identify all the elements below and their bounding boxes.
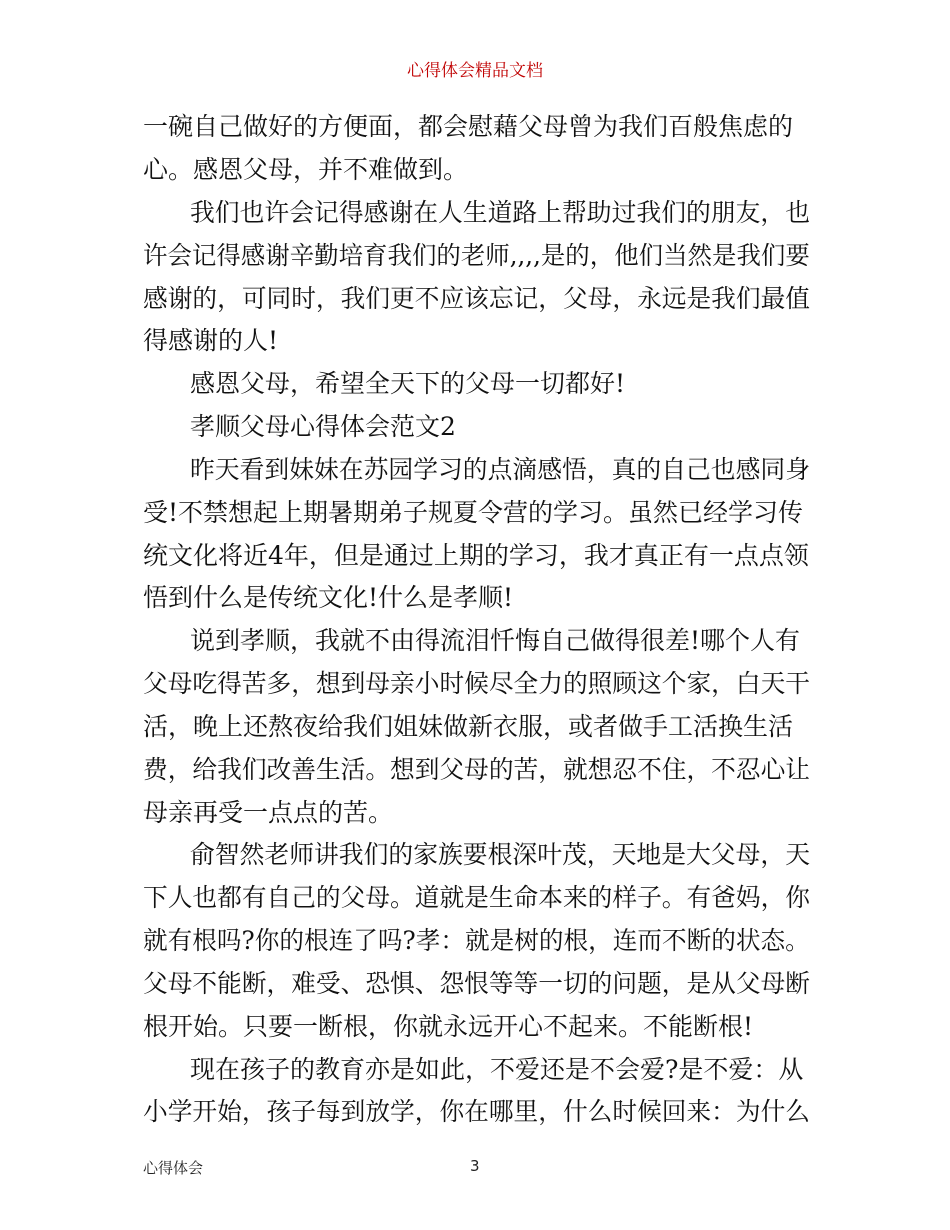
text-line: 感谢的，可同时，我们更不应该忘记，父母，永远是我们最值 <box>143 284 811 313</box>
text-line: 小学开始，孩子每到放学，你在哪里，什么时候回来：为什么 <box>143 1097 811 1126</box>
text-line: 父母吃得苦多，想到母亲小时候尽全力的照顾这个家，白天干 <box>143 669 811 698</box>
section-heading: 孝顺父母心得体会范文2 <box>190 412 456 441</box>
text-line: 得感谢的人! <box>143 326 279 355</box>
text-line: 感恩父母，希望全天下的父母一切都好! <box>190 369 626 398</box>
text-line: 母亲再受一点点的苦。 <box>143 798 394 827</box>
text-line: 我们也许会记得感谢在人生道路上帮助过我们的朋友，也 <box>190 198 811 227</box>
text-line: 俞智然老师讲我们的家族要根深叶茂，天地是大父母，天 <box>190 840 811 869</box>
text-line: 现在孩子的教育亦是如此，不爱还是不会爱?是不爱：从 <box>190 1055 804 1084</box>
text-line: 许会记得感谢辛勤培育我们的老师,,,,是的，他们当然是我们要 <box>143 241 810 270</box>
footer-label: 心得体会 <box>143 1159 204 1177</box>
text-line: 受!不禁想起上期暑期弟子规夏令营的学习。虽然已经学习传 <box>143 498 804 527</box>
text-line: 一碗自己做好的方便面，都会慰藉父母曾为我们百般焦虑的 <box>143 112 794 141</box>
page-number: 3 <box>470 1157 480 1175</box>
text-line: 下人也都有自己的父母。道就是生命本来的样子。有爸妈，你 <box>143 883 811 912</box>
text-line: 说到孝顺，我就不由得流泪忏悔自己做得很差!哪个人有 <box>190 626 801 655</box>
text-line: 统文化将近4年，但是通过上期的学习，我才真正有一点点领 <box>143 541 809 570</box>
text-line: 昨天看到妹妹在苏园学习的点滴感悟，真的自己也感同身 <box>190 455 811 484</box>
text-line: 悟到什么是传统文化!什么是孝顺! <box>143 583 514 612</box>
text-line: 费，给我们改善生活。想到父母的苦，就想忍不住，不忍心让 <box>143 755 811 784</box>
text-line: 心。感恩父母，并不难做到。 <box>143 155 469 184</box>
text-line: 就有根吗?你的根连了吗?孝：就是树的根，连而不断的状态。 <box>143 926 810 955</box>
text-line: 父母不能断，难受、恐惧、怨恨等等一切的问题，是从父母断 <box>143 969 811 998</box>
page-header-title: 心得体会精品文档 <box>407 61 543 81</box>
text-line: 活，晚上还熬夜给我们姐妹做新衣服，或者做手工活换生活 <box>143 712 794 741</box>
text-line: 根开始。只要一断根，你就永远开心不起来。不能断根! <box>143 1012 754 1041</box>
